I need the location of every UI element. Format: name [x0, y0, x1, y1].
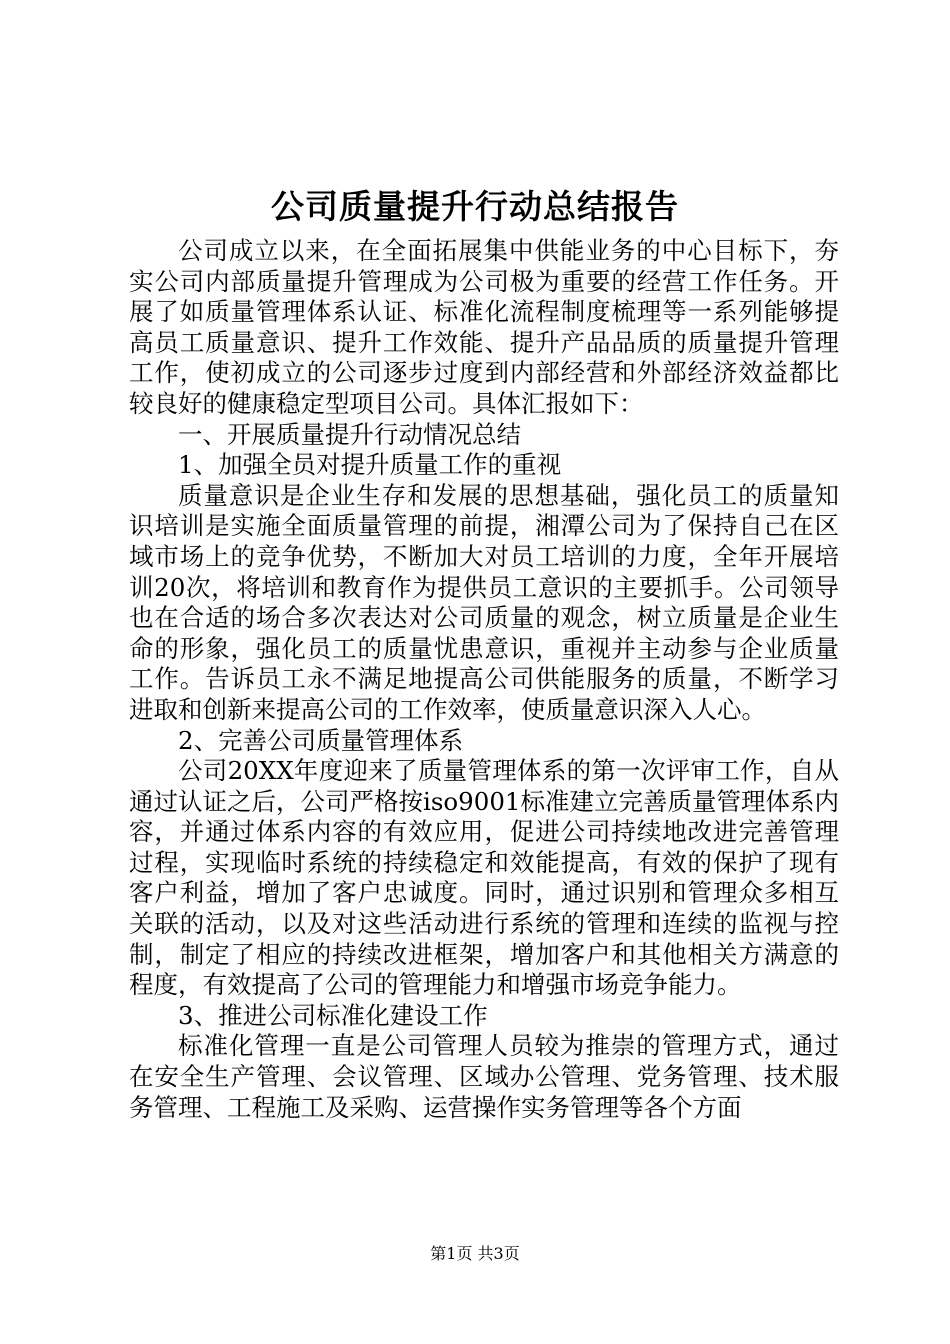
- document-title: 公司质量提升行动总结报告: [271, 187, 679, 226]
- intro-paragraph: 公司成立以来，在全面拓展集中供能业务的中心目标下，夯实公司内部质量提升管理成为公司极为重要的经营工作任务。开展了如质量管理体系认证、标准化流程制度梳理等一系列能够提高员工质量意识、提升工作效能、提升产品品质的质量提升管理工作，使初成立的公司逐步过度到内部经营和外部经济效益都比较良好的健康稳定型项目公司。具体汇报如下：: [129, 236, 839, 418]
- page-footer: 第1页 共3页: [430, 1244, 520, 1263]
- body-paragraph: 标准化管理一直是公司管理人员较为推崇的管理方式，通过在安全生产管理、会议管理、区域办公管理、党务管理、技术服务管理、工程施工及采购、运营操作实务管理等各个方面: [129, 1031, 839, 1122]
- document-body: [129, 236, 839, 1123]
- body-paragraph: 公司20XX年度迎来了质量管理体系的第一次评审工作，自从通过认证之后，公司严格按iso9001标准建立完善质量管理体系内容，并通过体系内容的有效应用，促进公司持续地改进完善管理过程，实现临时系统的持续稳定和效能提高，有效的保护了现有客户利益，增加了客户忠诚度。同时，通过识别和管理众多相互关联的活动，以及对这些活动进行系统的管理和连续的监视与控制，制定了相应的持续改进框架，增加客户和其他相关方满意的程度，有效提高了公司的管理能力和增强市场竞争能力。: [129, 756, 840, 1000]
- section-heading: 一、开展质量提升行动情况总结: [178, 419, 521, 449]
- subsection-heading: 2、完善公司质量管理体系: [178, 725, 464, 755]
- body-paragraph: 质量意识是企业生存和发展的思想基础，强化员工的质量知识培训是实施全面质量管理的前提，湘潭公司为了保持自己在区域市场上的竞争优势，不断加大对员工培训的力度，全年开展培训20次，将培训和教育作为提供员工意识的主要抓手。公司领导也在合适的场合多次表达对公司质量的观念，树立质量是企业生命的形象，强化员工的质量忧患意识，重视并主动参与企业质量工作。告诉员工永不满足地提高公司供能服务的质量，不断学习进取和创新来提高公司的工作效率，使质量意识深入人心。: [129, 480, 839, 724]
- subsection-heading: 3、推进公司标准化建设工作: [178, 1000, 488, 1030]
- subsection-heading: 1、加强全员对提升质量工作的重视: [178, 450, 562, 480]
